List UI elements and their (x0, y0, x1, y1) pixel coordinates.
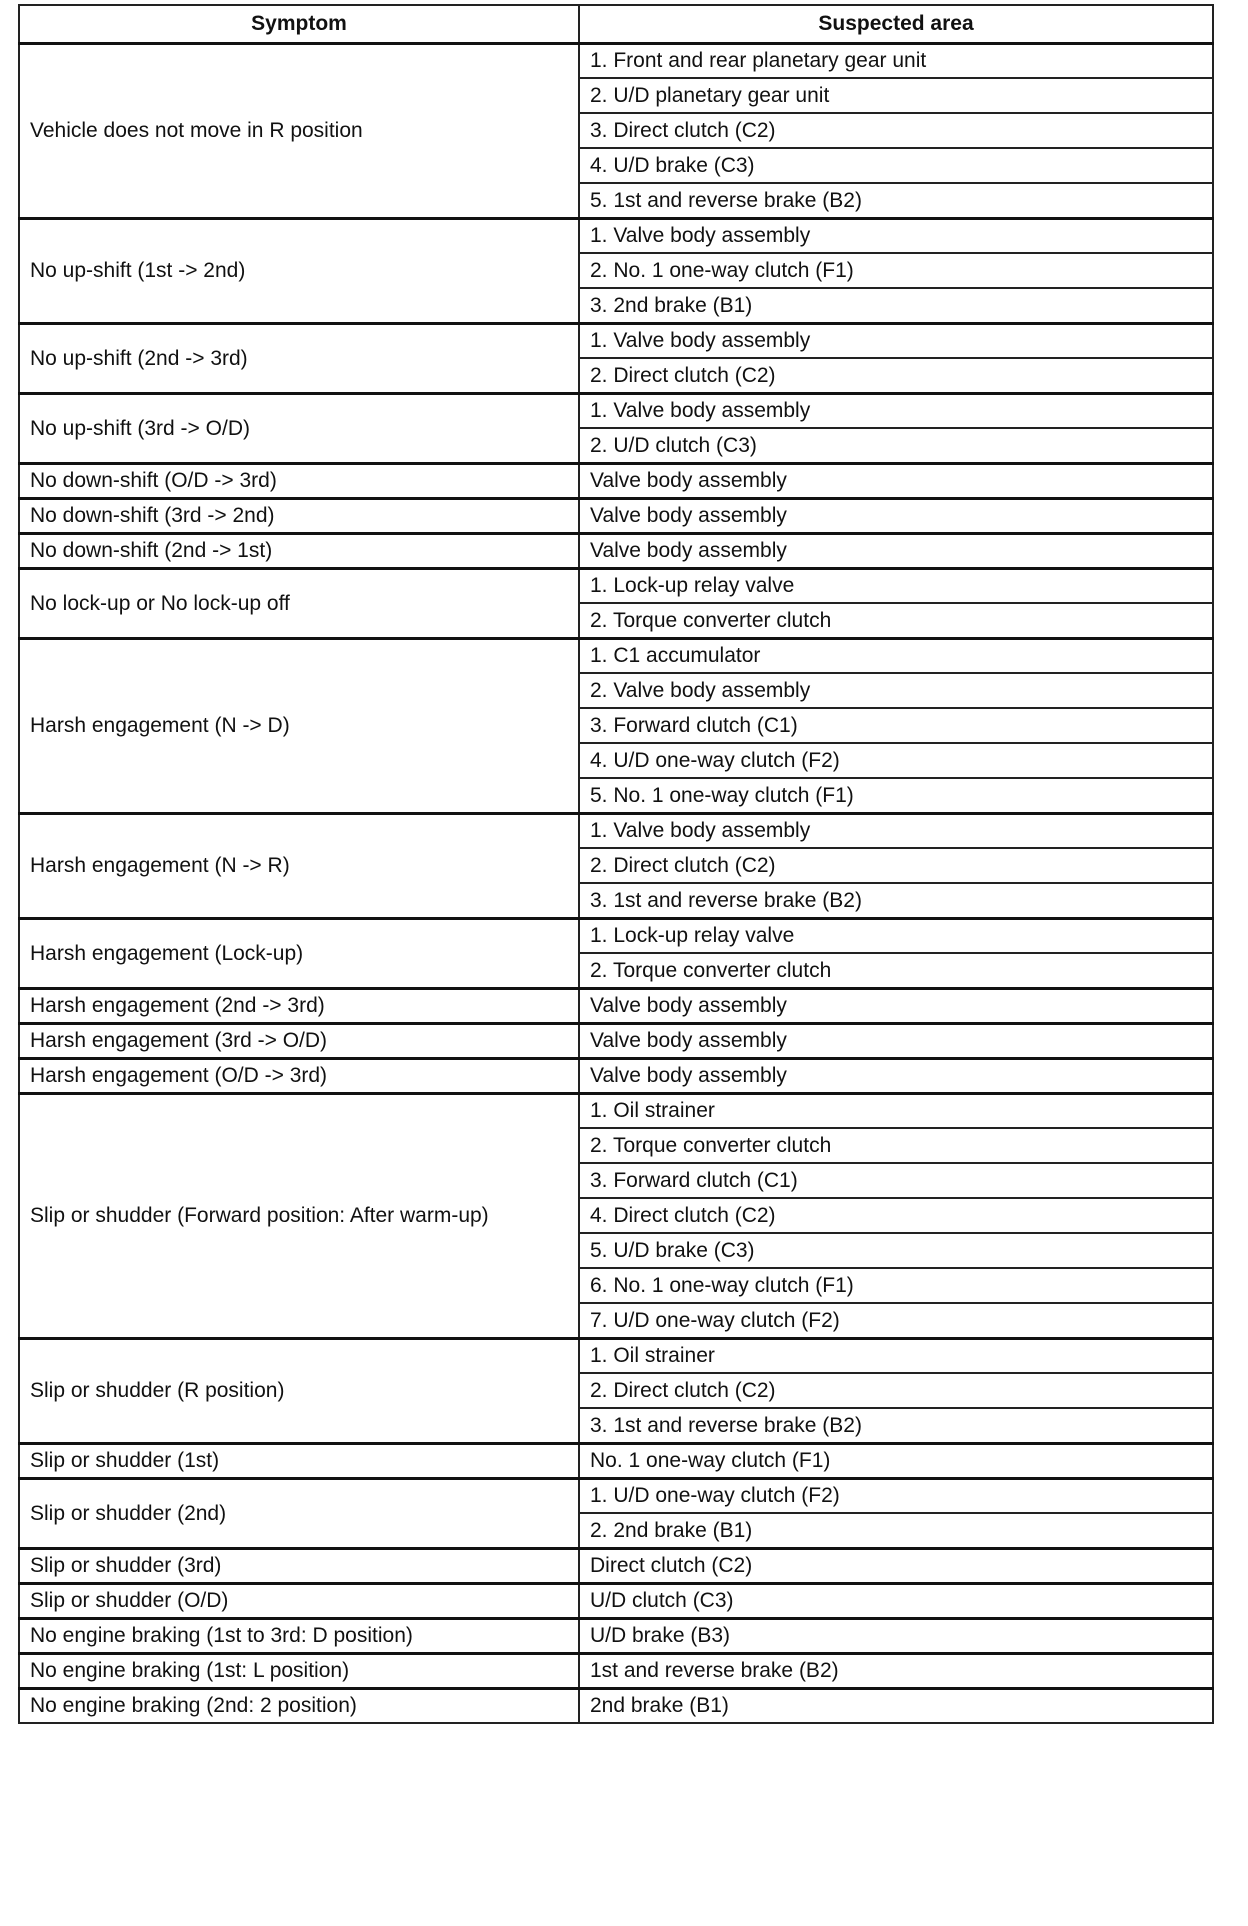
suspected-area-cell: 2. U/D planetary gear unit (579, 78, 1213, 113)
table-row (19, 1583, 1213, 1618)
symptom-cell: No down-shift (O/D -> 3rd) (19, 463, 579, 498)
symptom-cell: No up-shift (1st -> 2nd) (19, 218, 579, 323)
table-row (19, 813, 1213, 848)
suspected-area-cell: 2. Torque converter clutch (579, 603, 1213, 638)
symptom-cell: Slip or shudder (O/D) (19, 1583, 579, 1618)
symptom-cell: No up-shift (3rd -> O/D) (19, 393, 579, 463)
suspected-area-cell: 1. Valve body assembly (579, 218, 1213, 253)
table-row (19, 1478, 1213, 1513)
table-row (19, 393, 1213, 428)
table-row (19, 1023, 1213, 1058)
symptom-cell: No down-shift (2nd -> 1st) (19, 533, 579, 568)
symptom-cell: Slip or shudder (3rd) (19, 1548, 579, 1583)
table-row (19, 988, 1213, 1023)
suspected-area-cell: 2. No. 1 one-way clutch (F1) (579, 253, 1213, 288)
suspected-area-cell: 1. Valve body assembly (579, 323, 1213, 358)
suspected-area-cell: Valve body assembly (579, 1058, 1213, 1093)
symptom-cell: No engine braking (1st to 3rd: D position) (19, 1618, 579, 1653)
table-row (19, 498, 1213, 533)
suspected-area-cell: 6. No. 1 one-way clutch (F1) (579, 1268, 1213, 1303)
suspected-area-cell: Valve body assembly (579, 498, 1213, 533)
table-row (19, 1653, 1213, 1688)
suspected-area-cell: 3. 1st and reverse brake (B2) (579, 883, 1213, 918)
table-row (19, 1093, 1213, 1128)
symptom-cell: No engine braking (2nd: 2 position) (19, 1688, 579, 1723)
suspected-area-cell: 3. 2nd brake (B1) (579, 288, 1213, 323)
suspected-area-cell: Valve body assembly (579, 1023, 1213, 1058)
table-row (19, 1548, 1213, 1583)
suspected-area-cell: No. 1 one-way clutch (F1) (579, 1443, 1213, 1478)
suspected-area-cell: 2. Torque converter clutch (579, 1128, 1213, 1163)
suspected-area-cell: 1. Lock-up relay valve (579, 918, 1213, 953)
table-row (19, 1618, 1213, 1653)
suspected-area-cell: 1. Lock-up relay valve (579, 568, 1213, 603)
table-row (19, 463, 1213, 498)
table-row (19, 568, 1213, 603)
header-row (19, 5, 1213, 43)
symptom-cell: Harsh engagement (N -> D) (19, 638, 579, 813)
suspected-area-cell: U/D brake (B3) (579, 1618, 1213, 1653)
suspected-area-cell: 3. Forward clutch (C1) (579, 1163, 1213, 1198)
table-row (19, 43, 1213, 78)
suspected-area-cell: 2. Torque converter clutch (579, 953, 1213, 988)
symptom-cell: No down-shift (3rd -> 2nd) (19, 498, 579, 533)
suspected-area-cell: 3. Forward clutch (C1) (579, 708, 1213, 743)
symptom-cell: Harsh engagement (O/D -> 3rd) (19, 1058, 579, 1093)
suspected-area-cell: 1. C1 accumulator (579, 638, 1213, 673)
suspected-area-cell: 3. 1st and reverse brake (B2) (579, 1408, 1213, 1443)
symptom-cell: Slip or shudder (R position) (19, 1338, 579, 1443)
suspected-area-cell: 4. U/D brake (C3) (579, 148, 1213, 183)
table-row (19, 1058, 1213, 1093)
troubleshooting-table (18, 4, 1214, 1724)
table-row (19, 1443, 1213, 1478)
table-row (19, 533, 1213, 568)
table-row (19, 638, 1213, 673)
suspected-area-cell: 5. U/D brake (C3) (579, 1233, 1213, 1268)
suspected-area-column-header: Suspected area (579, 5, 1213, 43)
suspected-area-cell: 7. U/D one-way clutch (F2) (579, 1303, 1213, 1338)
symptom-cell: Vehicle does not move in R position (19, 43, 579, 218)
suspected-area-cell: 4. Direct clutch (C2) (579, 1198, 1213, 1233)
symptom-cell: Harsh engagement (Lock-up) (19, 918, 579, 988)
suspected-area-cell: 1st and reverse brake (B2) (579, 1653, 1213, 1688)
table-body (19, 43, 1213, 1723)
suspected-area-cell: Valve body assembly (579, 463, 1213, 498)
suspected-area-cell: 2nd brake (B1) (579, 1688, 1213, 1723)
table-row (19, 323, 1213, 358)
symptom-cell: Slip or shudder (Forward position: After warm-up) (19, 1093, 579, 1338)
suspected-area-cell: 2. U/D clutch (C3) (579, 428, 1213, 463)
symptom-cell: Harsh engagement (N -> R) (19, 813, 579, 918)
suspected-area-cell: 2. Direct clutch (C2) (579, 1373, 1213, 1408)
table-header (19, 5, 1213, 43)
suspected-area-cell: Valve body assembly (579, 988, 1213, 1023)
suspected-area-cell: U/D clutch (C3) (579, 1583, 1213, 1618)
table-row (19, 918, 1213, 953)
suspected-area-cell: 1. Valve body assembly (579, 393, 1213, 428)
suspected-area-cell: 1. U/D one-way clutch (F2) (579, 1478, 1213, 1513)
suspected-area-cell: Direct clutch (C2) (579, 1548, 1213, 1583)
table-row (19, 1338, 1213, 1373)
suspected-area-cell: Valve body assembly (579, 533, 1213, 568)
suspected-area-cell: 5. 1st and reverse brake (B2) (579, 183, 1213, 218)
symptom-cell: Slip or shudder (1st) (19, 1443, 579, 1478)
suspected-area-cell: 5. No. 1 one-way clutch (F1) (579, 778, 1213, 813)
suspected-area-cell: 2. Direct clutch (C2) (579, 358, 1213, 393)
suspected-area-cell: 1. Oil strainer (579, 1338, 1213, 1373)
symptom-column-header: Symptom (19, 5, 579, 43)
suspected-area-cell: 1. Front and rear planetary gear unit (579, 43, 1213, 78)
suspected-area-cell: 2. 2nd brake (B1) (579, 1513, 1213, 1548)
suspected-area-cell: 1. Oil strainer (579, 1093, 1213, 1128)
symptom-cell: No lock-up or No lock-up off (19, 568, 579, 638)
suspected-area-cell: 4. U/D one-way clutch (F2) (579, 743, 1213, 778)
symptom-cell: Harsh engagement (2nd -> 3rd) (19, 988, 579, 1023)
symptom-cell: No engine braking (1st: L position) (19, 1653, 579, 1688)
suspected-area-cell: 2. Direct clutch (C2) (579, 848, 1213, 883)
symptom-cell: Harsh engagement (3rd -> O/D) (19, 1023, 579, 1058)
symptom-cell: No up-shift (2nd -> 3rd) (19, 323, 579, 393)
table-row (19, 1688, 1213, 1723)
suspected-area-cell: 1. Valve body assembly (579, 813, 1213, 848)
suspected-area-cell: 2. Valve body assembly (579, 673, 1213, 708)
symptom-cell: Slip or shudder (2nd) (19, 1478, 579, 1548)
suspected-area-cell: 3. Direct clutch (C2) (579, 113, 1213, 148)
table-row (19, 218, 1213, 253)
